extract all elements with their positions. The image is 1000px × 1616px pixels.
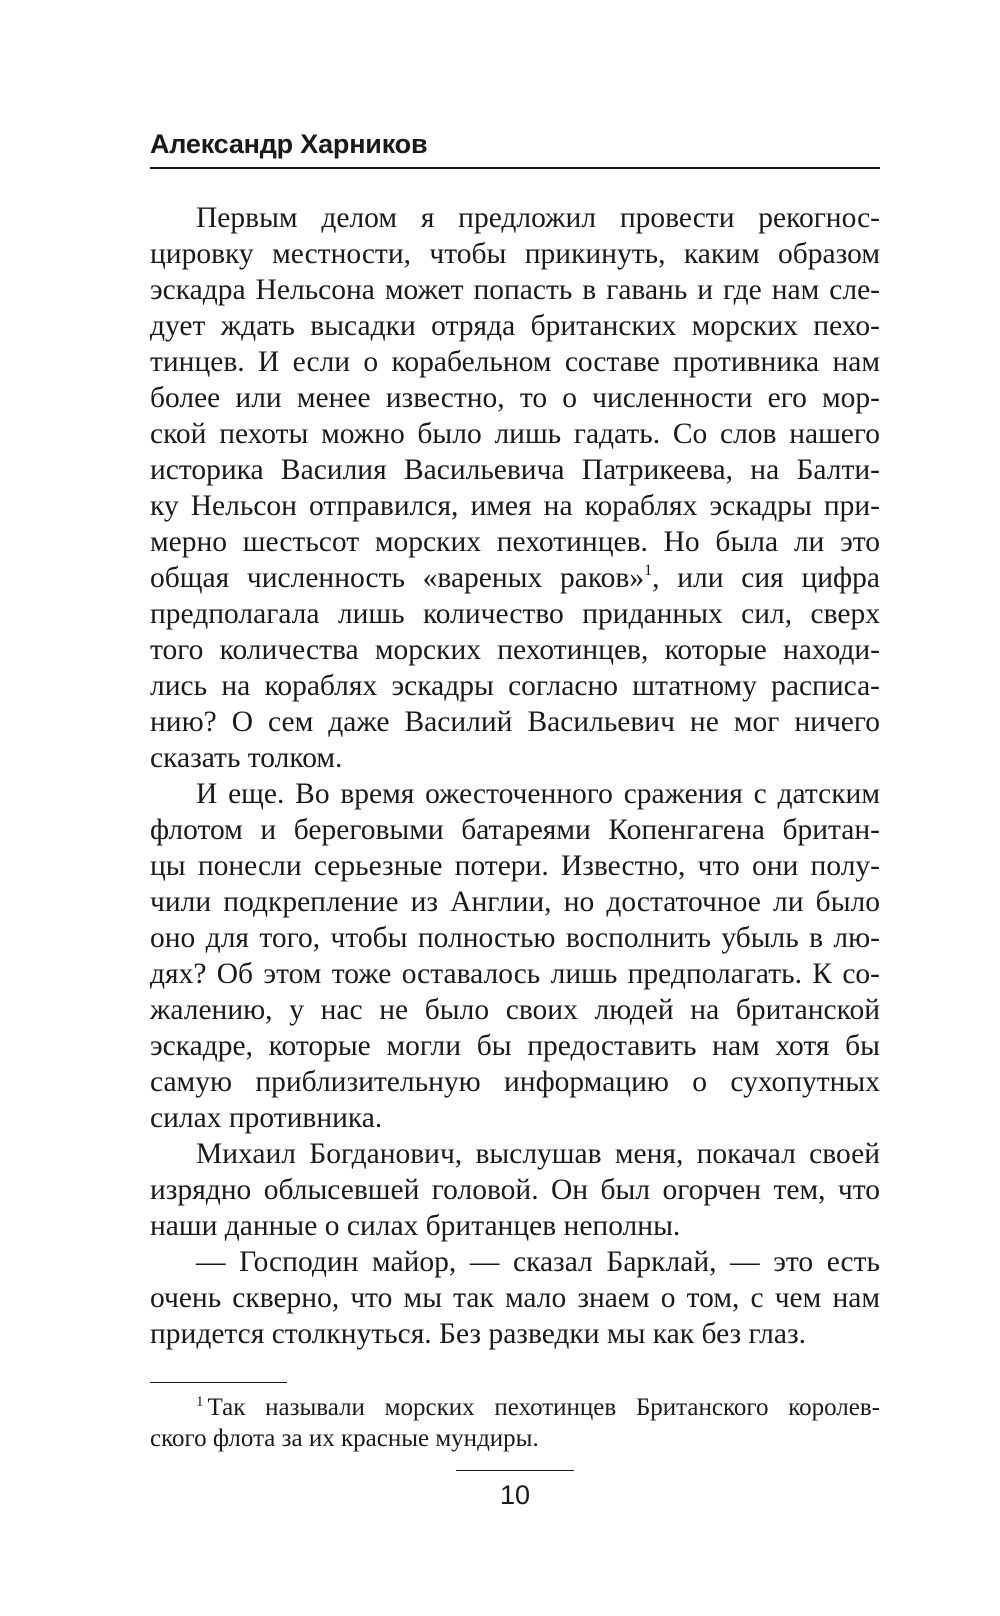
text-line: сказать толком. bbox=[150, 742, 343, 774]
page-number-rule bbox=[456, 1470, 574, 1471]
footnote-text: Так называли морских пехотинцев Британского королев- bbox=[207, 1394, 880, 1421]
footnote bbox=[150, 1392, 880, 1454]
text-line: флотом и береговыми батареями Копенгагена британ- bbox=[150, 814, 880, 846]
text-line: дях? Об этом тоже оставалось лишь предполагать. К со- bbox=[150, 958, 880, 990]
text-line: Михаил Богданович, выслушав меня, покачал своей bbox=[196, 1138, 880, 1170]
text-segment: , или сия цифра bbox=[652, 562, 880, 594]
text-line: предполагала лишь количество приданных сил, сверх bbox=[150, 598, 880, 630]
text-line: эскадра Нельсона может попасть в гавань и где нам сле- bbox=[150, 274, 880, 306]
text-line: придется столкнуться. Без разведки мы как без глаз. bbox=[150, 1318, 807, 1350]
body-text bbox=[150, 200, 880, 1352]
text-line: силах противника. bbox=[150, 1102, 383, 1134]
text-line: тинцев. И если о корабельном составе противника нам bbox=[150, 346, 880, 378]
text-line: чили подкрепление из Англии, но достаточное ли было bbox=[150, 886, 880, 918]
text-line: ской пехоты можно было лишь гадать. Со слов нашего bbox=[150, 418, 880, 450]
text-line: того количества морских пехотинцев, которые находи- bbox=[150, 634, 880, 666]
text-line: эскадре, которые могли бы предоставить нам хотя бы bbox=[150, 1030, 880, 1062]
footnote-reference: 1 bbox=[644, 562, 653, 579]
text-line: — Господин майор, — сказал Барклай, — это есть bbox=[196, 1246, 880, 1278]
text-segment: общая численность «вареных раков» bbox=[150, 562, 645, 594]
text-line: И еще. Во время ожесточенного сражения с датским bbox=[196, 778, 880, 810]
footnote-line bbox=[150, 1392, 880, 1423]
header-rule bbox=[150, 167, 880, 169]
text-line: оно для того, чтобы полностью восполнить убыль в лю- bbox=[150, 922, 880, 954]
text-line: цировку местности, чтобы прикинуть, каким образом bbox=[150, 238, 880, 270]
text-line: самую приблизительную информацию о сухопутных bbox=[150, 1066, 880, 1098]
text-line: ку Нельсон отправился, имея на кораблях эскадры при- bbox=[150, 490, 880, 522]
text-line: мерно шестьсот морских пехотинцев. Но была ли это bbox=[150, 526, 880, 558]
text-line: изрядно облысевшей головой. Он был огорчен тем, что bbox=[150, 1174, 880, 1206]
text-line: лись на кораблях эскадры согласно штатному расписа- bbox=[150, 670, 880, 702]
text-line: жалению, у нас не было своих людей на британской bbox=[150, 994, 880, 1026]
text-line: более или менее известно, то о численности его мор- bbox=[150, 382, 880, 414]
text-line: цы понесли серьезные потери. Известно, что они полу- bbox=[150, 850, 880, 882]
text-line: наши данные о силах британцев неполны. bbox=[150, 1210, 681, 1242]
text-line: Первым делом я предложил провести рекогнос- bbox=[196, 202, 880, 234]
footnote-rule bbox=[150, 1382, 287, 1383]
text-line: историка Василия Васильевича Патрикеева, на Балти- bbox=[150, 454, 880, 486]
text-line: очень скверно, что мы так мало знаем о том, с чем нам bbox=[150, 1282, 880, 1314]
text-line-with-footnote bbox=[150, 560, 880, 596]
footnote-mark: 1 bbox=[196, 1394, 204, 1410]
text-line: дует ждать высадки отряда британских морских пехо- bbox=[150, 310, 880, 342]
text-line: нию? О сем даже Василий Васильевич не мог ничего bbox=[150, 706, 880, 738]
page-number: 10 bbox=[499, 1480, 531, 1510]
footnote-line: ского флота за их красные мундиры. bbox=[150, 1425, 539, 1452]
running-head-author: Александр Харников bbox=[150, 129, 428, 159]
